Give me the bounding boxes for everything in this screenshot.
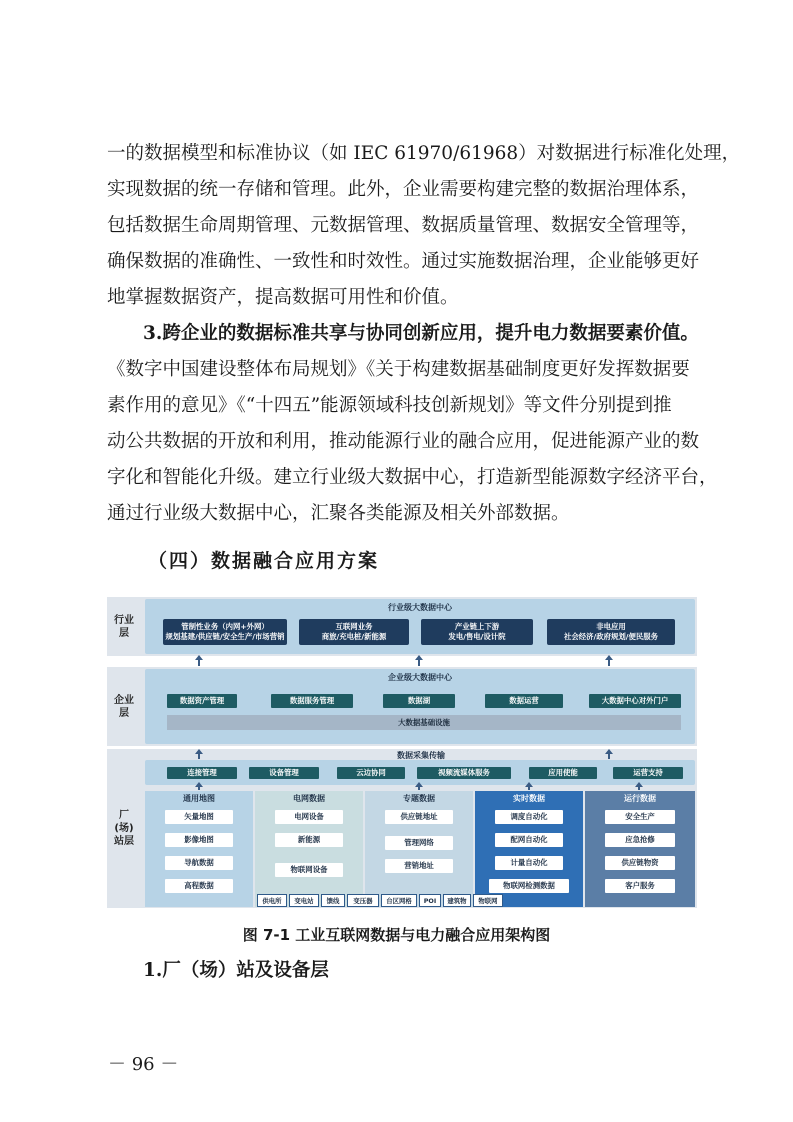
asset-chip: 馈线 — [321, 894, 345, 907]
data-collection-title: 数据采集传输 — [397, 751, 445, 760]
row-label-enterprise: 企业 层 — [114, 694, 134, 719]
data-column-operation-data — [585, 791, 695, 907]
column-item: 供应链物资 — [605, 856, 675, 870]
data-column-grid-data — [255, 791, 363, 907]
arrow-up-icon — [418, 786, 420, 790]
arrow-up-icon — [198, 659, 200, 666]
column-item: 高程数据 — [165, 879, 233, 893]
column-item: 调度自动化 — [495, 810, 563, 824]
figure-caption: 图 7-1 工业互联网数据与电力融合应用架构图 — [242, 926, 551, 944]
column-item: 新能源 — [275, 833, 343, 847]
industry-box-detail: 社会经济/政府规划/便民服务 — [563, 632, 659, 641]
industry-box-title: 产业链上下游 — [454, 622, 500, 631]
industry-box — [421, 619, 533, 645]
column-item: 营销地址 — [385, 859, 453, 873]
text-line: 《数字中国建设整体布局规划》《关于构建数据基础制度更好发挥数据要 — [107, 359, 690, 380]
asset-chip: 变压器 — [347, 894, 379, 907]
industry-box-detail: 商旅/充电桩/新能源 — [321, 632, 387, 641]
industry-box — [547, 619, 675, 645]
column-item: 供应链地址 — [385, 810, 453, 824]
asset-chip: 建筑物 — [443, 894, 471, 907]
arrow-up-icon — [638, 786, 640, 790]
column-title: 运行数据 — [624, 794, 656, 803]
arrow-up-icon — [608, 659, 610, 666]
arrow-up-icon — [198, 786, 200, 790]
text-line: 一的数据模型和标准协议（如 IEC 61970/61968）对数据进行标准化处理， — [107, 143, 741, 164]
data-column-realtime-data — [475, 791, 583, 907]
text-line: 包括数据生命周期管理、元数据管理、数据质量管理、数据安全管理等， — [107, 215, 700, 236]
column-item: 物联网检测数据 — [489, 879, 569, 893]
arrow-up-icon — [198, 753, 200, 759]
text-line: 素作用的意见》《“十四五”能源领域科技创新规划》等文件分别提到推 — [107, 395, 672, 416]
column-item: 管理网络 — [385, 836, 453, 850]
enterprise-box: 数据服务管理 — [271, 694, 353, 708]
column-item: 应急抢修 — [605, 833, 675, 847]
text-line: 确保数据的准确性、一致性和时效性。通过实施数据治理，企业能够更好 — [107, 251, 700, 272]
row-label-station: 厂 (场) 站层 — [114, 810, 134, 847]
industry-panel — [145, 599, 695, 654]
industry-box — [163, 619, 287, 645]
column-item: 安全生产 — [605, 810, 675, 824]
page-number: － 96 － — [108, 1054, 179, 1075]
station-box: 应用使能 — [529, 767, 597, 779]
column-item: 矢量地图 — [165, 810, 233, 824]
arrow-up-icon — [418, 659, 420, 666]
enterprise-box: 数据资产管理 — [167, 694, 237, 708]
industry-box-title: 互联网业务 — [335, 622, 373, 631]
asset-chip: 变电站 — [289, 894, 319, 907]
industry-box-detail: 发电/售电/设计院 — [448, 632, 506, 641]
industry-box — [299, 619, 409, 645]
column-title: 实时数据 — [513, 794, 545, 803]
station-box: 视频流媒体服务 — [417, 767, 511, 779]
paragraph-item-3 — [107, 316, 718, 532]
industry-box-title: 管制性业务（内网+外网） — [181, 622, 269, 631]
enterprise-box: 数据运营 — [485, 694, 563, 708]
paragraph-data-governance — [107, 136, 741, 316]
asset-chip: POI — [419, 894, 441, 907]
industry-box-title: 非电应用 — [596, 622, 626, 631]
column-title: 通用地图 — [183, 794, 215, 803]
industry-title: 行业级大数据中心 — [388, 603, 452, 612]
row-label-industry: 行业 层 — [114, 614, 134, 639]
text-line: 实现数据的统一存储和管理。此外，企业需要构建完整的数据治理体系， — [107, 179, 700, 200]
item-3-heading: 3.跨企业的数据标准共享与协同创新应用，提升电力数据要素价值。 — [143, 323, 699, 344]
text-line: 动公共数据的开放和利用，推动能源行业的融合应用，促进能源产业的数 — [107, 431, 700, 452]
text-line: 字化和智能化升级。建立行业级大数据中心，打造新型能源数字经济平台， — [107, 467, 718, 488]
section-heading: （四）数据融合应用方案 — [148, 550, 380, 572]
column-item: 导航数据 — [165, 856, 233, 870]
enterprise-box: 大数据中心对外门户 — [589, 694, 681, 708]
column-item: 配网自动化 — [495, 833, 563, 847]
column-item: 客户服务 — [605, 879, 675, 893]
asset-chip: 台区网格 — [381, 894, 417, 907]
column-item: 计量自动化 — [495, 856, 563, 870]
enterprise-title: 企业级大数据中心 — [388, 673, 452, 682]
station-box: 设备管理 — [249, 767, 319, 779]
architecture-diagram — [107, 597, 697, 908]
asset-chip: 物联网 — [473, 894, 503, 907]
station-box: 运营支持 — [613, 767, 683, 779]
column-title: 专题数据 — [403, 794, 435, 803]
data-column-topic-data — [365, 791, 473, 907]
column-item: 电网设备 — [275, 810, 343, 824]
data-column-general-map — [145, 791, 253, 907]
station-box: 云边协同 — [337, 767, 405, 779]
arrow-up-icon — [608, 753, 610, 759]
column-item: 物联网设备 — [275, 863, 343, 877]
text-line: 通过行业级大数据中心，汇聚各类能源及相关外部数据。 — [107, 503, 570, 524]
industry-box-detail: 规划基建/供应链/安全生产/市场营销 — [165, 632, 285, 641]
arrow-up-icon — [528, 786, 530, 790]
column-item: 影像地图 — [165, 833, 233, 847]
asset-chip: 供电所 — [257, 894, 287, 907]
station-box: 连接管理 — [167, 767, 237, 779]
subsection-heading: 1.厂（场）站及设备层 — [143, 960, 329, 981]
text-line: 地掌握数据资产，提高数据可用性和价值。 — [107, 287, 459, 308]
column-title: 电网数据 — [293, 794, 325, 803]
enterprise-box: 数据湖 — [383, 694, 455, 708]
enterprise-panel — [145, 669, 695, 744]
big-data-infrastructure-bar: 大数据基础设施 — [167, 715, 681, 730]
